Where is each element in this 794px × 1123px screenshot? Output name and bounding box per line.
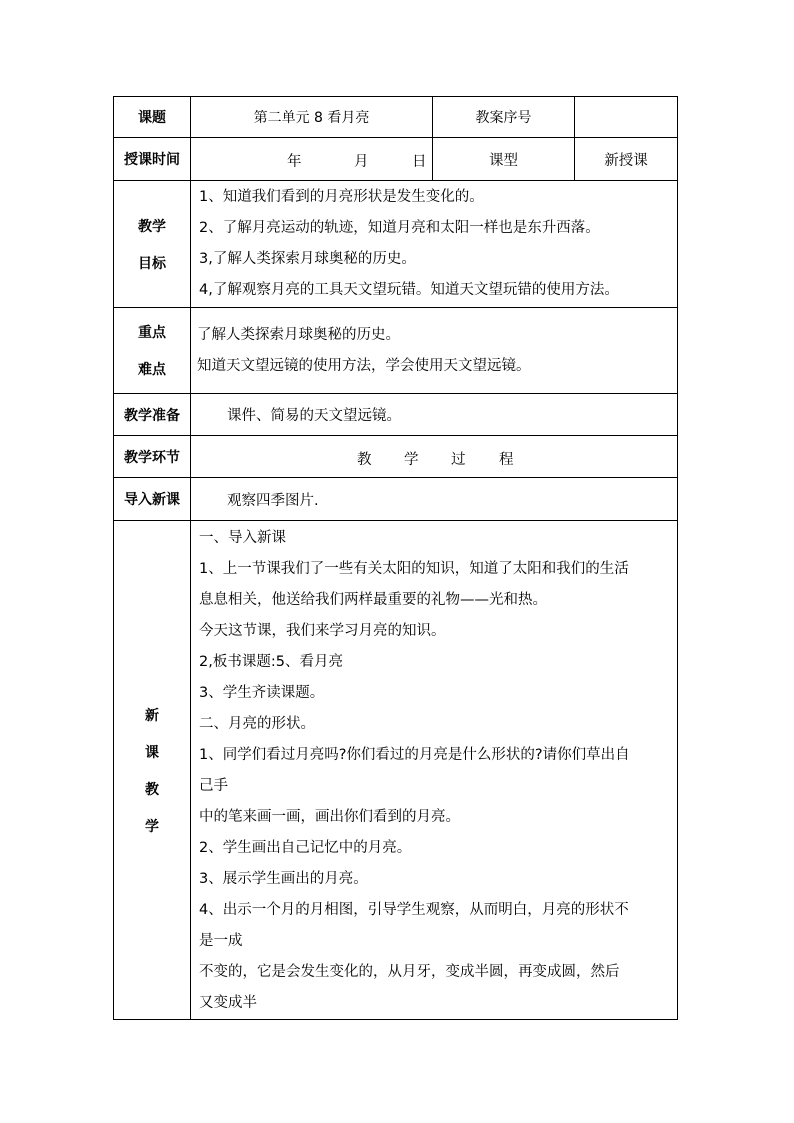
goals-label-1: 教学 [138,218,166,235]
lesson-line: 二、月亮的形状。 [199,716,315,732]
newlesson-row [114,521,678,1020]
keypoints-label [114,308,191,394]
time-month: 月 [354,154,369,170]
newlesson-label-char: 新 [145,707,159,724]
lesson-line: 是一成 [199,933,243,949]
keypoints-row [114,308,678,394]
lesson-line: 3、学生齐读课题。 [199,685,325,701]
lesson-line: 4、出示一个月的月相图，引导学生观察，从而明白，月亮的形状不 [199,902,629,918]
lesson-line: 己手 [199,778,228,794]
time-label: 授课时间 [114,138,191,181]
lesson-line: 一、导入新课 [199,530,286,546]
goal-item: 2、了解月亮运动的轨迹，知道月亮和太阳一样也是东升西落。 [199,220,600,236]
lesson-line: 中的笔来画一画，画出你们看到的月亮。 [199,809,460,825]
prep-label: 教学准备 [114,394,191,436]
keypoint-item: 知道天文望远镜的使用方法，学会使用天文望远镜。 [197,357,531,374]
process-char: 学 [404,452,419,468]
lesson-plan-table [113,96,678,1020]
topic-label: 课题 [114,97,191,138]
type-label: 课型 [433,138,575,181]
goals-label-2: 目标 [138,255,166,272]
goal-item: 3,了解人类探索月球奥秘的历史。 [199,251,416,267]
time-year: 年 [287,154,302,170]
lesson-line: 今天这节课，我们来学习月亮的知识。 [199,623,446,639]
process-char: 程 [499,452,514,468]
type-value: 新授课 [575,138,678,181]
lesson-line: 2、学生画出自己记忆中的月亮。 [199,840,412,856]
keypoint-item: 了解人类探索月球奥秘的历史。 [197,326,400,343]
intro-label: 导入新课 [114,478,191,521]
process-label: 教学环节 [114,436,191,478]
newlesson-content [191,521,678,1020]
newlesson-label-char: 学 [145,818,159,835]
lesson-line: 不变的，它是会发生变化的，从月牙，变成半圆，再变成圆，然后 [199,964,620,980]
goals-content [191,181,678,308]
lesson-line: 又变成半 [199,995,257,1011]
process-row [114,436,678,478]
time-row [114,138,678,181]
goals-row [114,181,678,308]
lesson-line: 1、上一节课我们了一些有关太阳的知识，知道了太阳和我们的生活 [199,561,629,577]
goal-item: 1、知道我们看到的月亮形状是发生变化的。 [199,189,484,205]
process-char: 过 [451,452,466,468]
intro-value: 观察四季图片. [191,478,678,521]
newlesson-label-char: 课 [145,744,159,761]
topic-value: 第二单元 8 看月亮 [191,97,433,138]
serial-label: 教案序号 [433,97,575,138]
time-value [191,138,433,181]
keypoints-label-2: 难点 [138,362,166,378]
newlesson-label [114,521,191,1020]
prep-row [114,394,678,436]
prep-value: 课件、简易的天文望远镜。 [191,394,678,436]
goals-label [114,181,191,308]
keypoints-label-1: 重点 [138,325,166,341]
serial-value [575,97,678,138]
lesson-line: 1、同学们看过月亮吗?你们看过的月亮是什么形状的?请你们草出自 [199,747,630,763]
newlesson-label-char: 教 [145,781,159,798]
intro-row [114,478,678,521]
lesson-line: 息息相关，他送给我们两样最重要的礼物——光和热。 [199,592,547,608]
goal-item: 4,了解观察月亮的工具天文望玩错。知道天文望玩错的使用方法。 [199,282,619,298]
lesson-line: 2,板书课题:5、看月亮 [199,654,343,670]
topic-row [114,97,678,138]
process-heading [191,436,678,478]
keypoints-content [191,308,678,394]
time-day: 日 [412,154,427,170]
lesson-line: 3、展示学生画出的月亮。 [199,871,368,887]
process-char: 教 [357,452,372,468]
